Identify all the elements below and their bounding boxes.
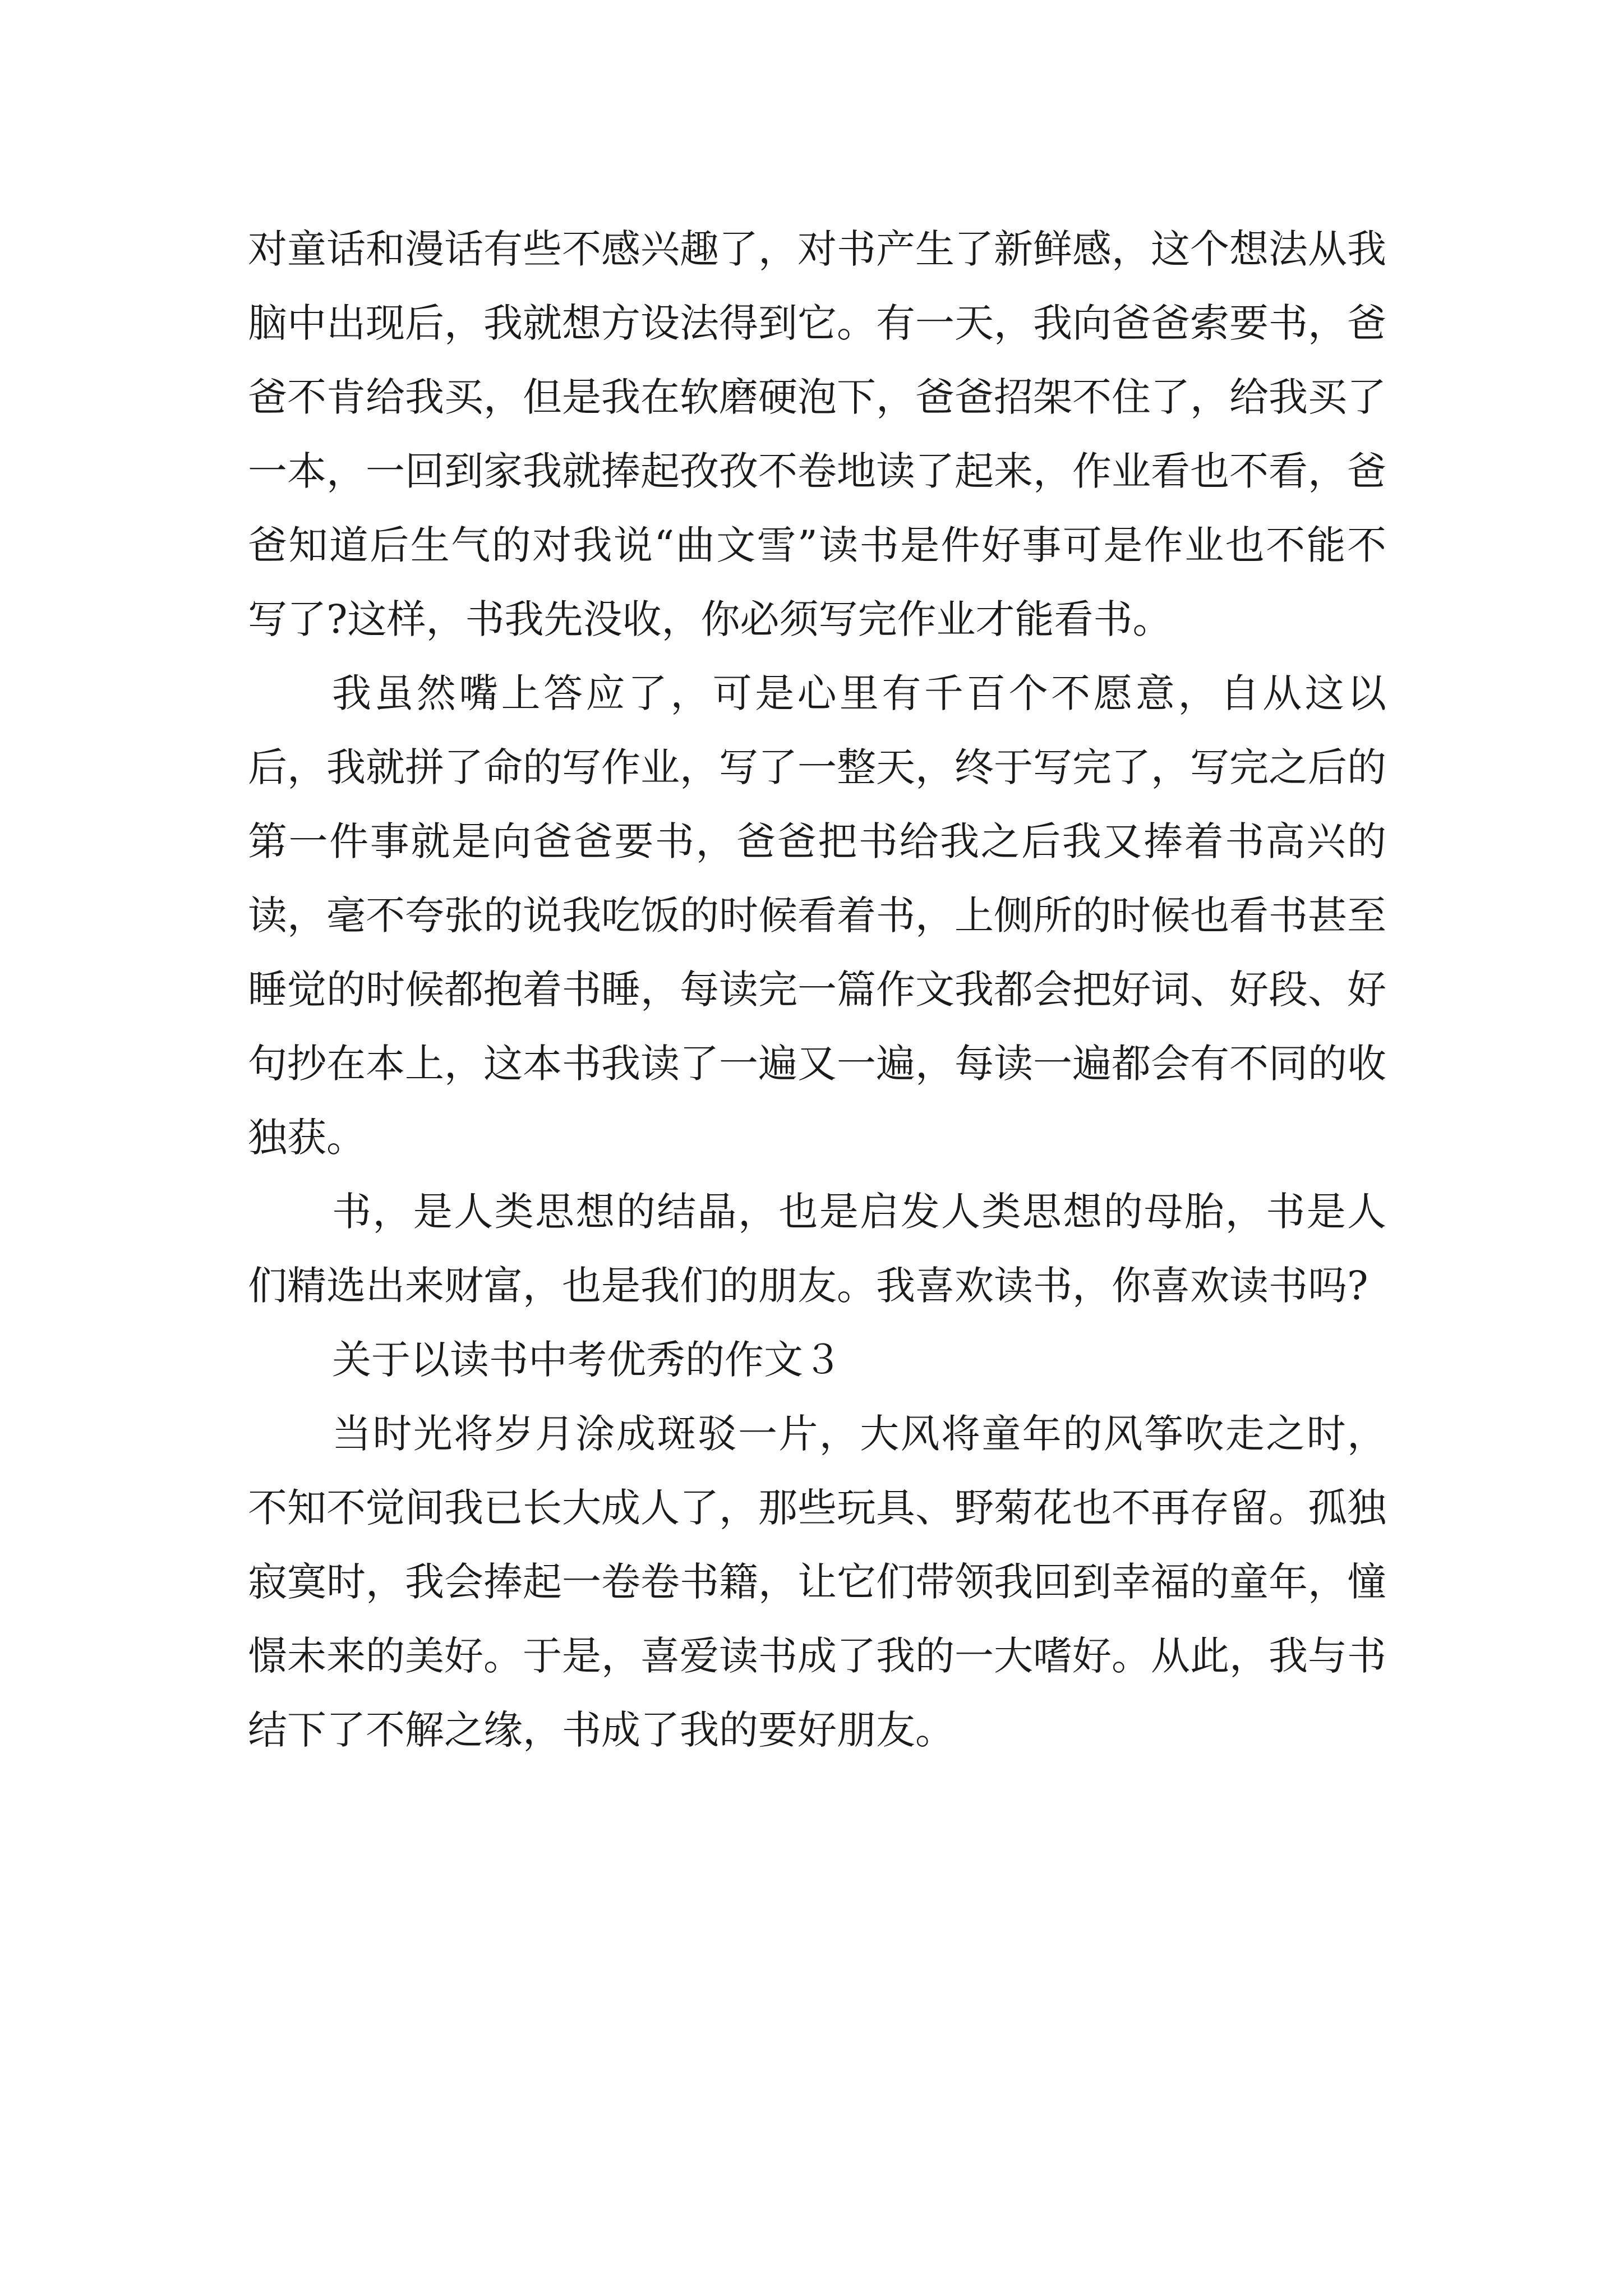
paragraph-4: 当时光将岁月涂成斑驳一片，大风将童年的风筝吹走之时，不知不觉间我已长大成人了，那些玩具、野菊花也不再存留。孤独寂寞时，我会捧起一卷卷书籍，让它们带领我回到幸福的童年，憧憬未来的美好。于是，喜爱读书成了我的一大嗜好。从此，我与书结下了不解之缘，书成了我的要好朋友。: [248, 1411, 1386, 1753]
section-heading: 关于以读书中考优秀的作文３: [332, 1337, 842, 1383]
paragraph-2: 我虽然嘴上答应了，可是心里有千百个不愿意，自从这以后，我就拼了命的写作业，写了一整天，终于写完了，写完之后的第一件事就是向爸爸要书，爸爸把书给我之后我又捧着书高兴的读，毫不夸张的说我吃饭的时候看着书，上侧所的时候也看书甚至睡觉的时候都抱着书睡，每读完一篇作文我都会把好词、好段、好句抄在本上，这本书我读了一遍又一遍，每读一遍都会有不同的收独获。: [248, 670, 1386, 1161]
document-body: [248, 212, 1386, 1767]
paragraph-1: 对童话和漫话有些不感兴趣了，对书产生了新鲜感，这个想法从我脑中出现后，我就想方设法得到它。有一天，我向爸爸索要书，爸爸不肯给我买，但是我在软磨硬泡下，爸爸招架不住了，给我买了一本，一回到家我就捧起孜孜不卷地读了起来，作业看也不看，爸爸知道后生气的对我说“曲文雪”读书是件好事可是作业也不能不写了?这样，书我先没收，你必须写完作业才能看书。: [248, 226, 1386, 642]
paragraph-3: 书，是人类思想的结晶，也是启发人类思想的母胎，书是人们精选出来财富，也是我们的朋友。我喜欢读书，你喜欢读书吗?: [248, 1189, 1386, 1309]
